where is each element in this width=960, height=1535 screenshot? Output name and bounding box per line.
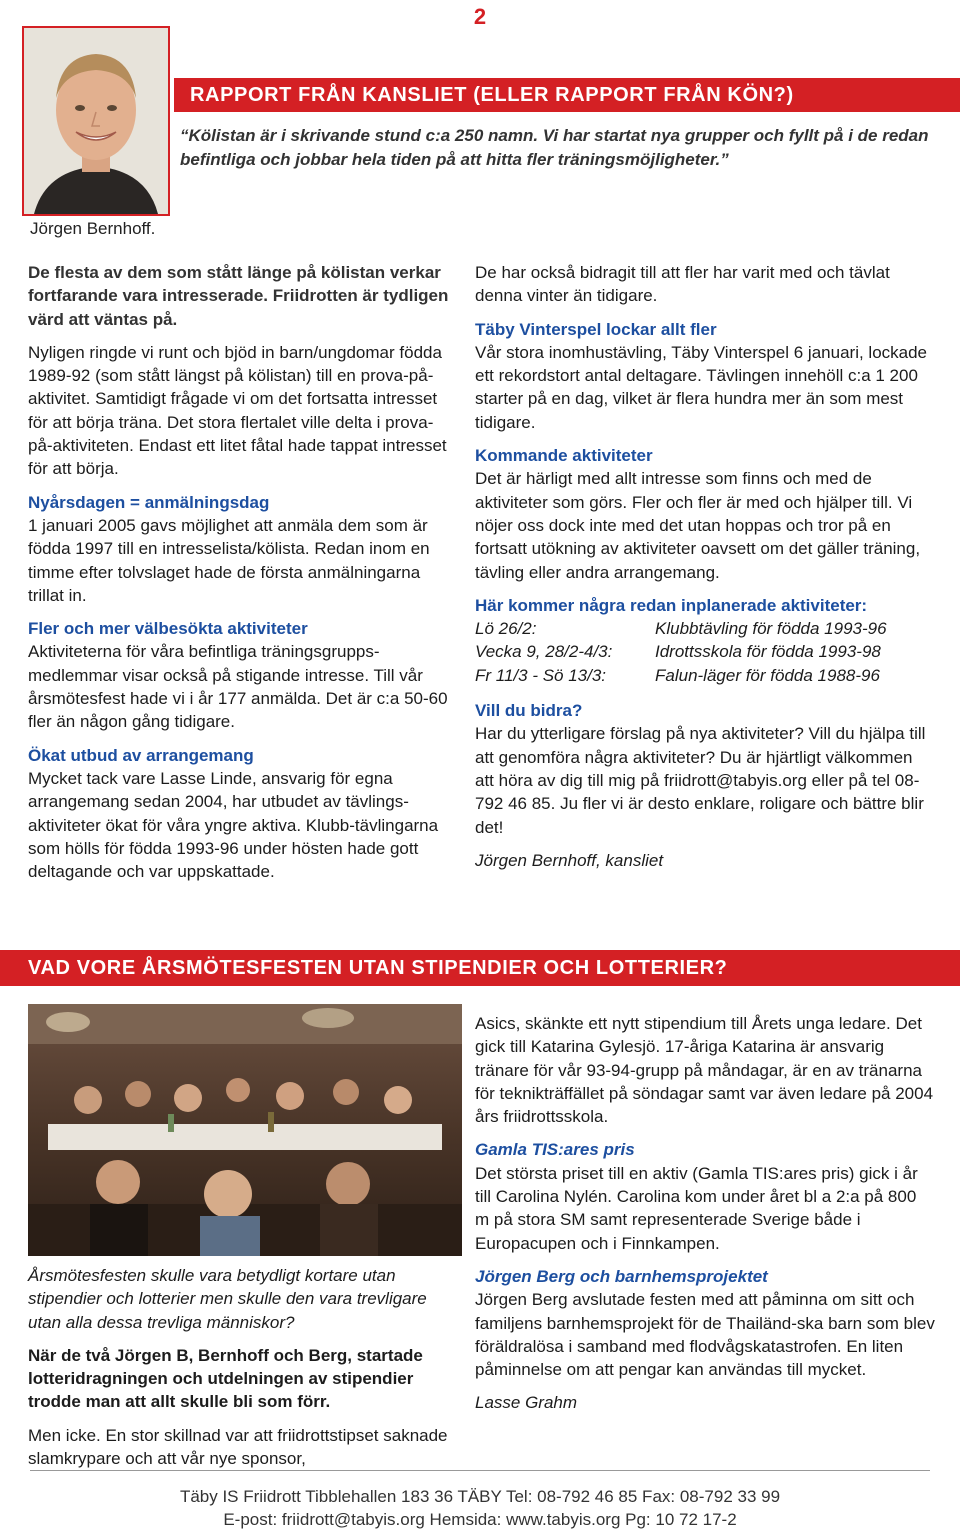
schedule-date: Vecka 9, 28/2-4/3: [475,642,613,662]
portrait-photo [22,26,170,216]
body-paragraph: Men icke. En stor skillnad var att friidrottstipset saknade slamkrypare och att vår nye sponsor, [28,1425,448,1469]
schedule-date: Lö 26/2: [475,619,537,639]
section-bidra [475,699,935,839]
schedule-event: Falun-läger för födda 1988-96 [655,665,880,685]
footer-divider [30,1470,930,1471]
section-text: Jörgen Berg avslutade festen med att påminna om sitt och familjens barnhemsprojekt för de Thailänd-ska barn som blev föräldralösa i samband med flodvågskatastrofen. En liten påminnelse om att pengar kan användas till mycket. [475,1290,935,1380]
section-text: 1 januari 2005 gavs möjlighet att anmäla dem som är födda 1997 till en intresselista/kölista. Redan inom en timme efter tolvslaget hade de första anmälningarna trillat in. [28,515,430,605]
section-heading: Täby Vinterspel lockar allt fler [475,319,717,339]
party-illustration [28,1004,462,1256]
section-text: Det största priset till en aktiv (Gamla TIS:ares pris) gick i år till Carolina Nylén. Carolina kom under året bl a 2:a på 800 m på stora SM samt representerade Sverige både i Europacupen och i Finnkampen. [475,1163,918,1253]
section-barnhemsprojektet [475,1265,935,1381]
schedule-row [475,664,935,687]
section-kommande [475,444,935,584]
section-text: Mycket tack vare Lasse Linde, ansvarig för egna arrangemang sedan 2004, har utbudet av tävlings-aktiviteter ökat för våra yngre aktiva. Klubb-tävlingarna som hölls för födda 1993-96 under hösten hade gott deltagande och var uppskattade. [28,768,439,882]
section-heading: Vill du bidra? [475,701,583,721]
section-heading: Fler och mer välbesökta aktiviteter [28,619,308,639]
section-heading: Här kommer några redan inplanerade aktiviteter: [475,595,868,615]
section-arrangemang [28,744,453,884]
section-vinterspel [475,318,935,434]
activity-schedule [475,617,935,687]
section-gamla-tisares [475,1138,935,1254]
portrait-illustration [24,28,168,214]
section-banner-kansliet: RAPPORT FRÅN KANSLIET (ELLER RAPPORT FRÅN KÖN?) [174,78,960,112]
schedule-row [475,617,935,640]
intro-quote: “Kölistan är i skrivande stund c:a 250 namn. Vi har startat nya grupper och fyllt på i de redan befintliga och jobbar hela tiden på att hitta fler träningsmöjligheter.” [180,126,929,169]
body-paragraph: De har också bidragit till att fler har varit med och tävlat denna vinter än tidigare. [475,263,890,306]
signature: Lasse Grahm [475,1393,578,1413]
section-heading: Nyårsdagen = anmälningsdag [28,492,270,512]
footer-contact: E-post: friidrott@tabyis.org Hemsida: www.tabyis.org Pg: 10 72 17-2 [223,1510,737,1529]
section-banner-arsmotesfesten: VAD VORE ÅRSMÖTESFESTEN UTAN STIPENDIER OCH LOTTERIER? [0,950,960,986]
section-text: Har du ytterligare förslag på nya aktiviteter? Vill du hjälpa till att genomföra några aktiviteter? Du är hjärtligt välkommen att höra av dig till mig på friidrott@tabyis.org eller på tel 08-792 46 85. Ju fler vi är desto enklare, roligare och bättre blir det! [475,724,926,837]
lead-paragraph: De flesta av dem som stått länge på kölistan verkar fortfarande vara intresserade. Friidrotten är tydligen värd att väntas på. [28,263,449,329]
portrait-caption: Jörgen Bernhoff. [30,219,156,238]
article-right-column-bottom [475,1012,935,1425]
section-heading: Kommande aktiviteter [475,446,653,466]
section-nyarsdagen [28,491,453,607]
section-heading: Jörgen Berg och barnhemsprojektet [475,1266,768,1286]
party-photo [28,1004,462,1256]
footer-address: Täby IS Friidrott Tibblehallen 183 36 TÄBY Tel: 08-792 46 85 Fax: 08-792 33 99 [179,1487,781,1506]
lead-paragraph: När de två Jörgen B, Bernhoff och Berg, startade lotteridragningen och utdelningen av stipendier trodde man att allt skulle bli som förr. [28,1345,423,1412]
article-left-column-bottom [28,1264,463,1480]
article-right-column [475,261,935,882]
schedule-date: Fr 11/3 - Sö 13/3: [475,665,607,685]
page-number: 2 [473,4,487,29]
schedule-event: Idrottsskola för födda 1993-98 [655,642,881,662]
schedule-event: Klubbtävling för födda 1993-96 [655,619,887,639]
schedule-row [475,640,935,663]
photo-caption: Årsmötesfesten skulle vara betydligt kortare utan stipendier och lotterier men skulle den vara trevligare utan alla dessa trevliga människor? [28,1266,427,1332]
section-aktiviteter [28,617,453,733]
signature: Jörgen Bernhoff, kansliet [475,850,664,870]
section-text: Aktiviteterna för våra befintliga träningsgrupps-medlemmar visar också på stigande intresse. Till vår årsmötesfest hade vi i år 177 anmälda. Det är c:a 50-60 fler än någon gång tidigare. [28,642,448,732]
body-paragraph: Nyligen ringde vi runt och bjöd in barn/ungdomar födda 1989-92 (som stått längst på kölistan) till en prova-på-aktivitet. Samtidigt frågade vi om det fortsatta intresset för att börja träna. Det stora flertalet ville delta i prova-på-aktiviteten. Endast ett litet fåtal hade tappat intresset för att börja. [28,342,447,479]
article-left-column [28,261,453,893]
section-heading: Gamla TIS:ares pris [475,1140,635,1160]
section-text: Det är härligt med allt intresse som finns och med de aktiviteter som görs. Fler och fler är med och hjälper till. Vi nöjer oss dock inte med det utan hoppas och tror på en fortsatt utökning av aktiviteter oavsett om det gäller träning, tävling eller andra arrangemang. [475,469,921,582]
body-paragraph: Asics, skänkte ett nytt stipendium till Årets unga ledare. Det gick till Katarina Gylesjö. 17-åriga Katarina är ansvarig tränare för vår 93-94-grupp på måndagar, är en av tränarna för teknikträffället på söndagar samt var även ledare på 2004 års friidrottsskola. [475,1014,934,1127]
section-text: Vår stora inomhustävling, Täby Vinterspel 6 januari, lockade ett rekordstort antal deltagare. Tävlingen innehöll c:a 1 200 starter på en dag, vilket är flera hundra mer än som mest tidigare. [475,342,928,432]
section-heading: Ökat utbud av arrangemang [28,745,254,765]
